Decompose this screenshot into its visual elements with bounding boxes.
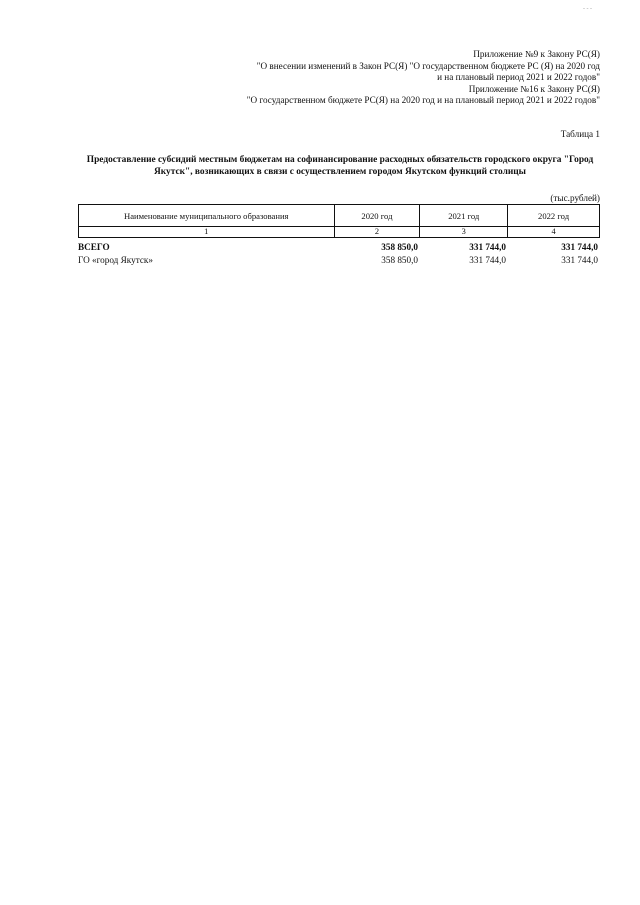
- column-number: 1: [79, 227, 335, 238]
- column-header-2020: 2020 год: [334, 205, 420, 227]
- column-header-2022: 2022 год: [508, 205, 600, 227]
- title-line: Предоставление субсидий местным бюджетам на софинансирование расходных обязательств городского округа "Город: [86, 155, 594, 165]
- units-label: (тыс.рублей): [550, 193, 600, 203]
- value-2022: 331 744,0: [561, 242, 598, 252]
- table-row: [78, 254, 600, 267]
- title-line: Якутск", возникающих в связи с осуществлением городом Якутском функций столицы: [154, 167, 526, 178]
- row-name: ВСЕГО: [78, 242, 110, 252]
- appendix-header: [247, 49, 600, 107]
- value-2021: 331 744,0: [469, 255, 506, 265]
- table-number-label: Таблица 1: [560, 129, 600, 139]
- corner-mark: - - -: [583, 6, 592, 12]
- column-number: 4: [508, 227, 600, 238]
- appendix-line: "О внесении изменений в Закон РС(Я) "О государственном бюджете РС (Я) на 2020 год: [256, 60, 600, 71]
- appendix-line: Приложение №16 к Закону РС(Я): [468, 83, 600, 94]
- column-number: 2: [334, 227, 420, 238]
- appendix-line: "О государственном бюджете РС(Я) на 2020 год и на плановый период 2021 и 2022 годов": [246, 95, 600, 106]
- column-header-name: Наименование муниципального образования: [79, 205, 335, 227]
- row-name: ГО «город Якутск»: [78, 255, 153, 265]
- value-2020: 358 850,0: [381, 242, 418, 252]
- data-table: [78, 241, 600, 267]
- value-2020: 358 850,0: [381, 255, 418, 265]
- appendix-line: и на плановый период 2021 и 2022 годов": [437, 72, 600, 83]
- appendix-line: Приложение №9 к Закону РС(Я): [473, 49, 600, 59]
- document-title: [66, 154, 614, 178]
- value-2021: 331 744,0: [469, 242, 506, 252]
- column-header-2021: 2021 год: [420, 205, 508, 227]
- total-row: [78, 241, 600, 254]
- table-header-grid: [78, 204, 600, 238]
- column-number: 3: [420, 227, 508, 238]
- value-2022: 331 744,0: [561, 255, 598, 265]
